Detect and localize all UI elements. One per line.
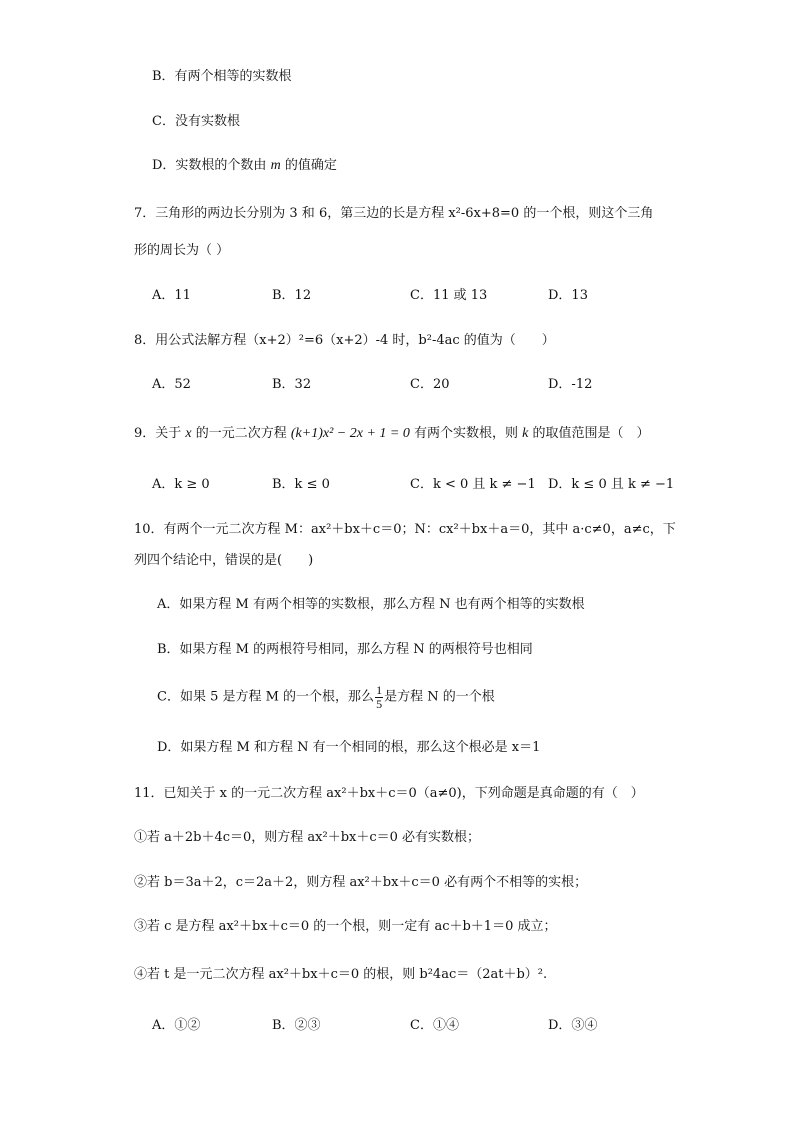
q10-fraction (375, 684, 383, 710)
q10-option-d: D．如果方程 M 和方程 N 有一个相同的根，那么这个根必是 x＝1 (157, 740, 541, 755)
q11-statement-3: ③若 c 是方程 ax²＋bx＋c＝0 的一个根，则一定有 ac＋b＋1＝0 成立； (134, 919, 557, 934)
q10-option-b: B．如果方程 M 的两根符号相同，那么方程 N 的两根符号也相同 (157, 642, 533, 657)
q7-option-b: B．12 (272, 288, 312, 303)
q10-fraction-numerator: 1 (376, 683, 383, 697)
q10-stem-line1: 10．有两个一元二次方程 M：ax²＋bx＋c＝0；N：cx²＋bx＋a＝0，其中 a·c≠0，a≠c，下 (134, 522, 676, 537)
q7-stem-line1: 7．三角形的两边长分别为 3 和 6，第三边的长是方程 x²-6x+8=0 的一个根，则这个三角 (134, 206, 654, 221)
q7-option-a: A．11 (152, 288, 191, 303)
q11-option-c: C．①④ (410, 1018, 459, 1033)
q6-option-d (152, 159, 337, 173)
q11-statement-2: ②若 b＝3a＋2，c＝2a＋2，则方程 ax²＋bx＋c＝0 必有两个不相等的实根； (134, 875, 588, 890)
q9-stem (134, 427, 649, 441)
q9-stem-mid2: 有两个实数根，则 (409, 426, 523, 441)
q9-stem-mid: 的一元二次方程 (191, 426, 291, 441)
q9-option-b: B．k ≤ 0 (272, 477, 330, 492)
q6-option-b: B．有两个相等的实数根 (152, 69, 292, 84)
q9-option-d: D．k ≤ 0 且 k ≠ −1 (548, 477, 675, 492)
q6-option-d-pre: D．实数根的个数由 (152, 158, 271, 173)
q6-option-d-post: 的值确定 (280, 158, 337, 173)
q11-option-a: A．①② (152, 1018, 201, 1033)
q7-option-c: C．11 或 13 (410, 288, 488, 303)
q11-statement-4: ④若 t 是一元二次方程 ax²＋bx＋c＝0 的根，则 b²4ac＝（2at＋b）². (134, 967, 548, 982)
q9-stem-pre: 9．关于 (134, 426, 186, 441)
q11-option-d: D．③④ (548, 1018, 598, 1033)
q11-statement-1: ①若 a＋2b＋4c＝0，则方程 ax²＋bx＋c＝0 必有实数根； (134, 830, 481, 845)
q9-equation: (k+1)x² − 2x + 1 = 0 (290, 426, 410, 441)
q10-option-c-pre: C．如果 5 是方程 M 的一个根，那么 (157, 689, 375, 705)
q7-stem-line2: 形的周长为（ ） (134, 243, 230, 258)
q7-option-d: D．13 (548, 288, 588, 303)
q11-option-b: B．②③ (272, 1018, 321, 1033)
q8-option-a: A．52 (152, 377, 191, 392)
q9-var-k: k (522, 426, 529, 441)
q10-option-a: A．如果方程 M 有两个相等的实数根，那么方程 N 也有两个相等的实数根 (157, 597, 585, 612)
q9-var-x: x (185, 426, 192, 441)
q6-option-c: C．没有实数根 (152, 114, 240, 129)
q8-option-d: D．-12 (548, 377, 593, 392)
q8-stem: 8．用公式法解方程（x+2）²=6（x+2）-4 时，b²-4ac 的值为（ ） (134, 333, 555, 348)
q9-option-a: A．k ≥ 0 (152, 477, 210, 492)
q11-stem: 11．已知关于 x 的一元二次方程 ax²＋bx＋c＝0（a≠0)，下列命题是真命题的有（ ） (134, 786, 644, 801)
q9-option-c: C．k < 0 且 k ≠ −1 (410, 477, 536, 492)
q8-option-c: C．20 (410, 377, 450, 392)
q8-option-b: B．32 (272, 377, 312, 392)
q6-var-m: m (270, 158, 281, 173)
q9-stem-post: 的取值范围是（ ） (528, 426, 650, 441)
q10-option-c-post: 是方程 N 的一个根 (384, 689, 495, 705)
q10-option-c (157, 684, 495, 710)
q10-fraction-denominator: 5 (376, 696, 383, 711)
q10-stem-line2: 列四个结论中，错误的是( ) (134, 553, 314, 568)
